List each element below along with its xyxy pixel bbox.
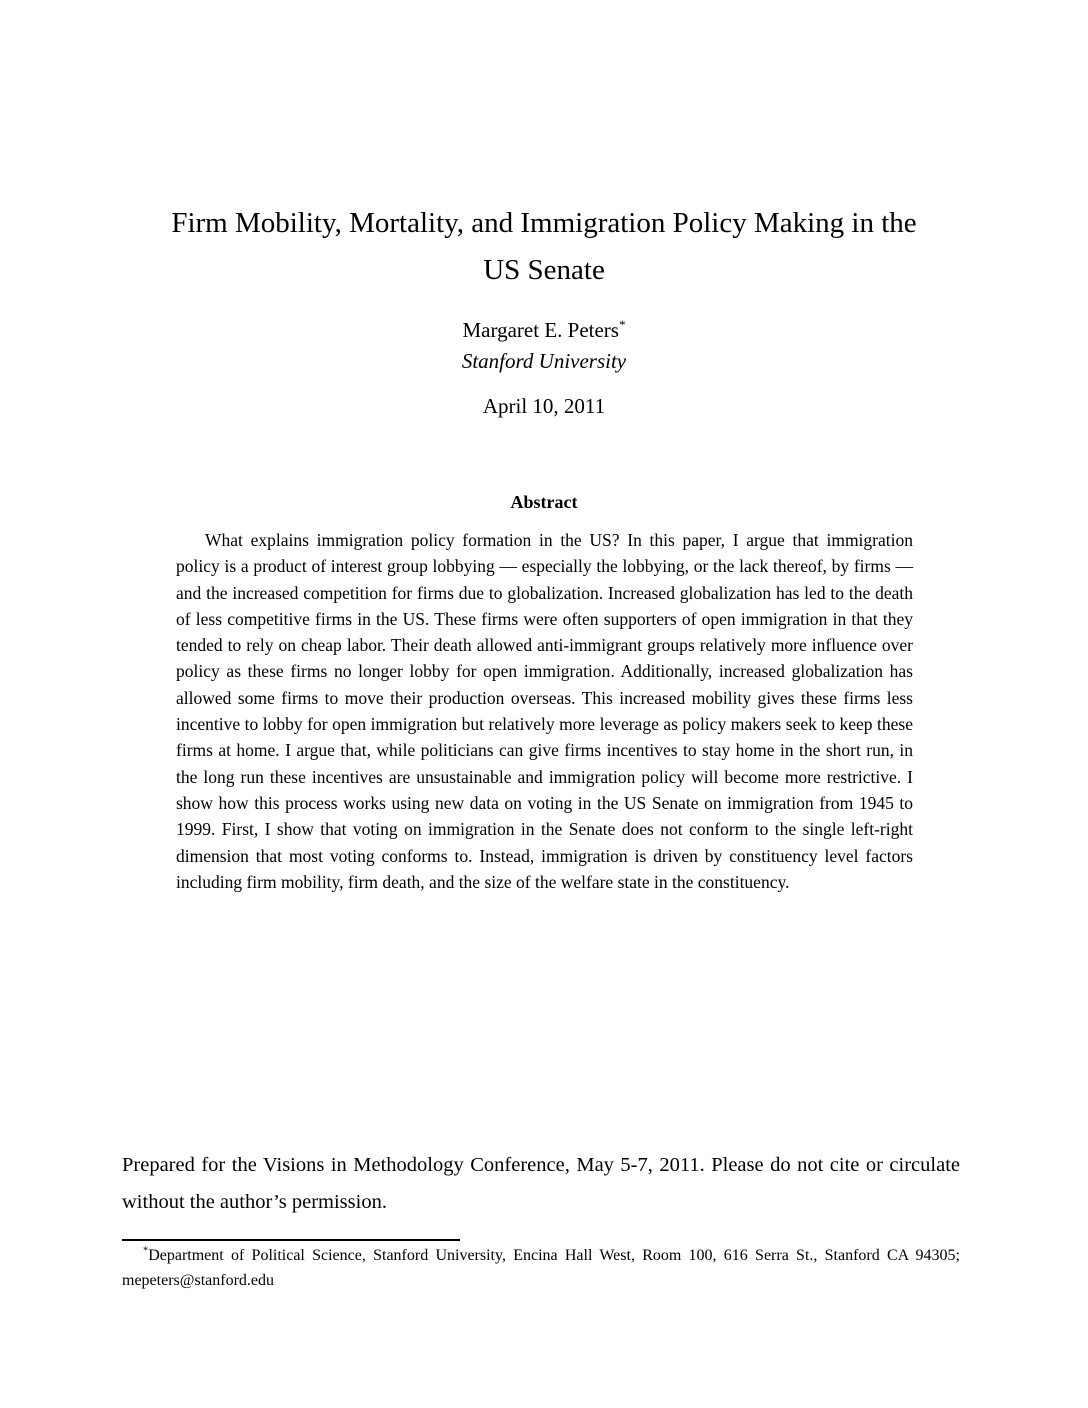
author-affiliation: Stanford University: [461, 349, 627, 373]
paper-date: April 10, 2011: [482, 394, 606, 418]
abstract-text: What explains immigration policy formation in the US? In this paper, I argue that immigration policy is a product of interest group lobbying — especially the lobbying, or the lack thereof, by firms — and the increased competition for firms due to globalization. Increased globalization has led to the death of less competitive firms in the US. These firms were often supporters of open immigration in that they tended to rely on cheap labor. Their death allowed anti-immigrant groups relatively more influence over policy as these firms no longer lobby for open immigration. Additionally, increased globalization has allowed some firms to move their production overseas. This increased mobility gives these firms less incentive to lobby for open immigration but relatively more leverage as policy makers seek to keep these firms at home. I argue that, while politicians can give firms incentives to stay home in the short run, in the long run these incentives are unsustainable and immigration policy will become more restrictive. I show how this process works using new data on voting in the US Senate on immigration from 1945 to 1999. First, I show that voting on immigration in the Senate does not conform to the single left-right dimension that most voting conforms to. Instead, immigration is driven by constituency level factors including firm mobility, firm death, and the size of the welfare state in the constituency.: [176, 530, 913, 892]
paper-title: [0, 200, 1088, 294]
footnote: [122, 1243, 960, 1293]
author-thanks-marker: *: [618, 317, 626, 332]
paper-title-line-2: US Senate: [483, 254, 605, 286]
footnote-marker: *: [143, 1245, 149, 1257]
author-block: [0, 315, 1088, 377]
author-name-line: [0, 315, 1088, 346]
footnote-rule: [122, 1239, 460, 1241]
author-name: Margaret E. Peters: [462, 318, 619, 342]
conference-note: Prepared for the Visions in Methodology Conference, May 5-7, 2011. Please do not cite or circulate without the author’s permission.: [122, 1154, 960, 1213]
abstract-heading: Abstract: [510, 492, 578, 512]
footnote-text: Department of Political Science, Stanford University, Encina Hall West, Room 100, 616 Serra St., Stanford CA 94305; mepeters@stanford.edu: [122, 1247, 960, 1289]
paper-title-line-1: Firm Mobility, Mortality, and Immigration Policy Making in the: [171, 207, 917, 239]
